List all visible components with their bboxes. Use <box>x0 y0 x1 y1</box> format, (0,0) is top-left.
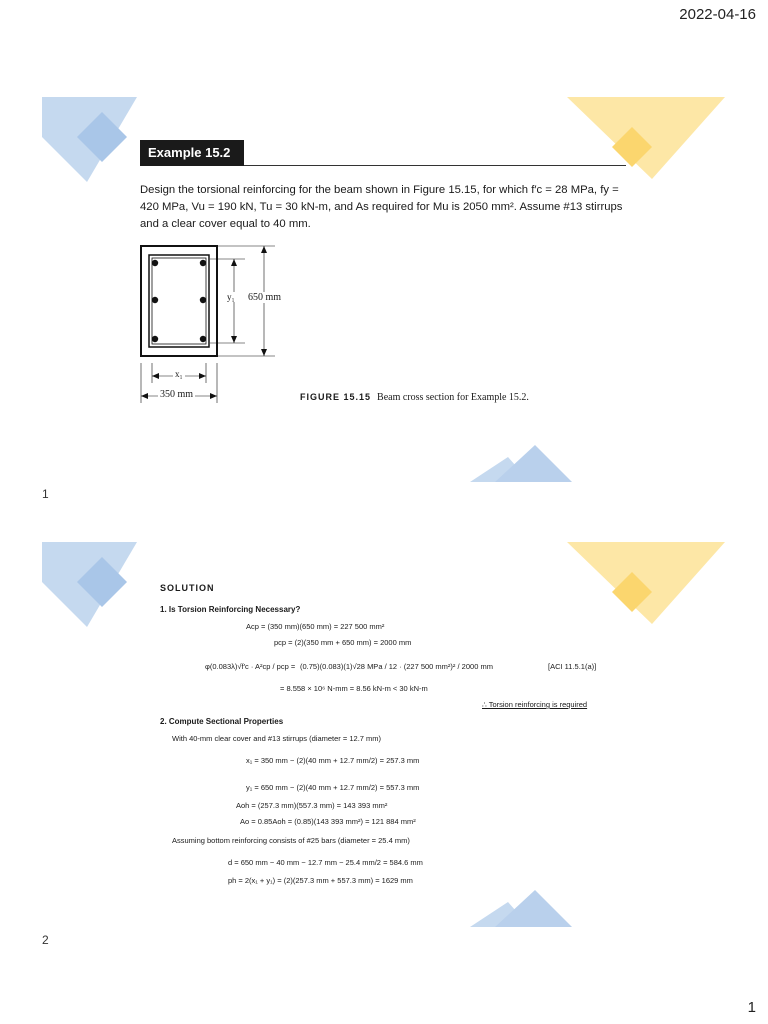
slide-number: 1 <box>42 487 49 501</box>
dim-y1-label: y₁ <box>227 292 235 302</box>
eq-threshold-rhs: (0.75)(0.083)(1)√28 MPa / 12 · (227 500 mm²)² / 2000 mm <box>300 662 493 671</box>
blue-diamond-decoration <box>42 542 142 632</box>
eq-x1: x₁ = 350 mm − (2)(40 mm + 12.7 mm/2) = 257.3 mm <box>246 756 420 765</box>
dim-650-label: 650 mm <box>248 292 282 303</box>
yellow-triangle-decoration <box>567 97 727 182</box>
header-date: 2022-04-16 <box>679 6 756 23</box>
figure-caption <box>300 392 529 403</box>
blue-triangle-decoration <box>470 890 575 928</box>
dim-x1-label: x₁ <box>175 369 183 379</box>
step2-intro: With 40-mm clear cover and #13 stirrups (diameter = 12.7 mm) <box>172 734 382 743</box>
eq-pcp: pcp = (2)(350 mm + 650 mm) = 2000 mm <box>274 638 412 647</box>
beam-cross-section-figure <box>130 238 300 408</box>
example-title: Example 15.2 <box>140 140 244 166</box>
bottom-bars-assumption: Assuming bottom reinforcing consists of #25 bars (diameter = 25.4 mm) <box>172 836 410 845</box>
step1-title: 1. Is Torsion Reinforcing Necessary? <box>160 605 301 614</box>
torsion-conclusion: ∴ Torsion reinforcing is required <box>482 700 588 709</box>
slide-number: 2 <box>42 933 49 947</box>
blue-diamond-decoration <box>42 97 142 187</box>
figure-label: FIGURE 15.15 <box>300 392 372 402</box>
eq-ao: Ao = 0.85Aoh = (0.85)(143 393 mm²) = 121 884 mm² <box>240 817 416 826</box>
aci-reference: [ACI 11.5.1(a)] <box>548 662 597 671</box>
step2-title: 2. Compute Sectional Properties <box>160 717 284 726</box>
blue-triangle-decoration <box>470 445 575 483</box>
eq-threshold-lhs: φ(0.083λ)√f′c · A²cp / pcp = <box>205 662 296 671</box>
eq-ph: ph = 2(x₁ + y₁) = (2)(257.3 mm + 557.3 mm) = 1629 mm <box>228 876 413 885</box>
solution-title: SOLUTION <box>160 583 215 593</box>
eq-threshold-result: = 8.558 × 10⁶ N-mm = 8.56 kN-m < 30 kN-m <box>280 684 428 693</box>
eq-y1: y₁ = 650 mm − (2)(40 mm + 12.7 mm/2) = 557.3 mm <box>246 783 420 792</box>
yellow-triangle-decoration <box>567 542 727 627</box>
eq-d: d = 650 mm − 40 mm − 12.7 mm − 25.4 mm/2 = 584.6 mm <box>228 858 423 867</box>
eq-aoh: Aoh = (257.3 mm)(557.3 mm) = 143 393 mm² <box>236 801 388 810</box>
dim-350-label: 350 mm <box>160 389 194 400</box>
page-number: 1 <box>747 999 756 1016</box>
title-rule <box>244 165 626 166</box>
eq-acp: Acp = (350 mm)(650 mm) = 227 500 mm² <box>246 622 385 631</box>
problem-statement: Design the torsional reinforcing for the beam shown in Figure 15.15, for which f′c = 28 MPa, fy = 420 MPa, Vu = 190 kN, Tu = 30 kN-m, and As required for Mu is 2050 mm². Assume #13 stirrups and a clear cover equal to 40 mm. <box>140 184 623 230</box>
figure-caption-text: Beam cross section for Example 15.2. <box>377 392 529 403</box>
